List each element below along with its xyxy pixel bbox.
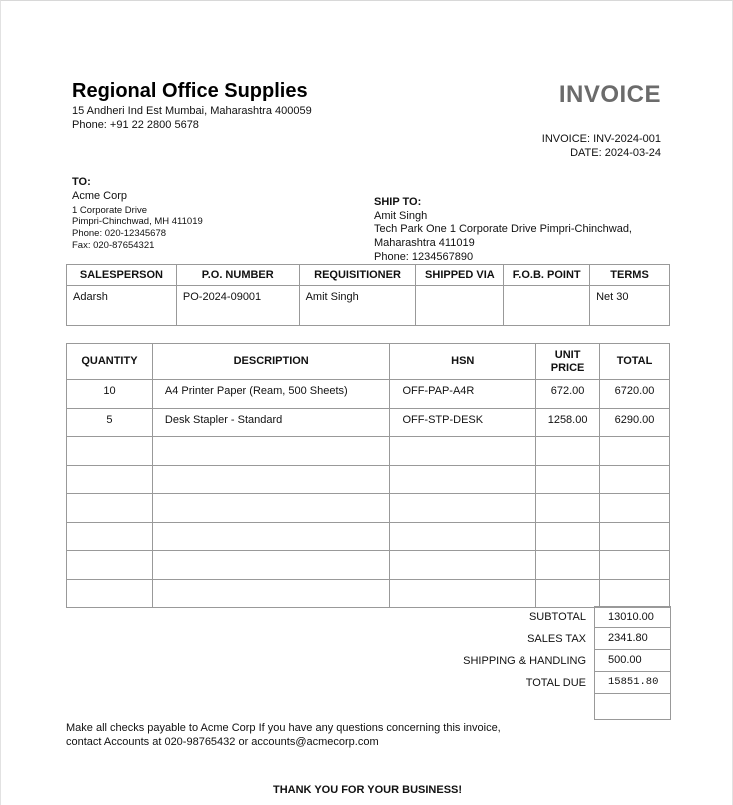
invoice-number: INVOICE: INV-2024-001 — [541, 133, 661, 145]
sales-tax-value: 2341.80 — [594, 628, 671, 650]
bill-to-phone: Phone: 020-12345678 — [72, 228, 167, 239]
terms-header: TERMS — [590, 265, 670, 286]
item-quantity: 10 — [67, 380, 153, 409]
payment-note-line1: Make all checks payable to Acme Corp If you have any questions concerning this invoice, — [66, 722, 501, 734]
shipped-via-header: SHIPPED VIA — [416, 265, 504, 286]
company-name: Regional Office Supplies — [72, 80, 308, 102]
empty-table-row — [67, 465, 670, 494]
payment-note — [66, 721, 586, 749]
table-row — [67, 408, 670, 437]
shipped-via-value — [416, 286, 504, 326]
bill-to-address1: 1 Corporate Drive — [72, 205, 147, 216]
empty-table-row — [67, 579, 670, 608]
bill-to-label: TO: — [72, 176, 91, 188]
unit-price-header-line1: UNIT — [554, 348, 581, 361]
unit-price-header — [536, 344, 600, 380]
item-total: 6720.00 — [600, 380, 670, 409]
thank-you-message: THANK YOU FOR YOUR BUSINESS! — [272, 784, 463, 796]
invoice-date: DATE: 2024-03-24 — [570, 147, 661, 159]
item-unit-price: 672.00 — [536, 380, 600, 409]
empty-table-row — [67, 437, 670, 466]
item-total: 6290.00 — [600, 408, 670, 437]
item-hsn: OFF-STP-DESK — [390, 408, 536, 437]
requisitioner-value: Amit Singh — [299, 286, 416, 326]
order-info-table — [66, 264, 670, 326]
shipping-value: 500.00 — [594, 650, 671, 672]
quantity-header: QUANTITY — [67, 344, 153, 380]
bill-to-fax: Fax: 020-87654321 — [72, 240, 155, 251]
ship-to-phone: Phone: 1234567890 — [374, 251, 474, 263]
sales-tax-label: SALES TAX — [527, 633, 586, 645]
order-info-header-row — [67, 265, 670, 286]
item-quantity: 5 — [67, 408, 153, 437]
total-due-value: 15851.80 — [594, 672, 671, 694]
shipping-label: SHIPPING & HANDLING — [463, 655, 586, 667]
salesperson-header: SALESPERSON — [67, 265, 177, 286]
fob-point-header: F.O.B. POINT — [504, 265, 590, 286]
empty-table-row — [67, 522, 670, 551]
ship-to-label: SHIP TO: — [374, 196, 422, 208]
unit-price-header-line2: PRICE — [550, 361, 585, 374]
bill-to-name: Acme Corp — [72, 190, 128, 202]
subtotal-value: 13010.00 — [594, 606, 671, 628]
totals-empty-box — [594, 694, 671, 720]
line-items-table — [66, 343, 670, 608]
company-address: 15 Andheri Ind Est Mumbai, Maharashtra 400059 — [72, 105, 312, 117]
ship-to-address2: Maharashtra 411019 — [374, 237, 475, 249]
requisitioner-header: REQUISITIONER — [299, 265, 416, 286]
empty-table-row — [67, 551, 670, 580]
empty-table-row — [67, 494, 670, 523]
terms-value: Net 30 — [590, 286, 670, 326]
salesperson-value: Adarsh — [67, 286, 177, 326]
item-description: Desk Stapler - Standard — [152, 408, 390, 437]
po-number-header: P.O. NUMBER — [176, 265, 299, 286]
line-items-header-row — [67, 344, 670, 380]
item-hsn: OFF-PAP-A4R — [390, 380, 536, 409]
table-row — [67, 380, 670, 409]
ship-to-name: Amit Singh — [374, 210, 428, 222]
order-info-value-row — [67, 286, 670, 326]
hsn-header: HSN — [390, 344, 536, 380]
fob-point-value — [504, 286, 590, 326]
invoice-title: INVOICE — [558, 81, 661, 108]
item-unit-price: 1258.00 — [536, 408, 600, 437]
total-due-label: TOTAL DUE — [525, 677, 586, 689]
bill-to-address2: Pimpri-Chinchwad, MH 411019 — [72, 216, 203, 227]
subtotal-label: SUBTOTAL — [528, 611, 586, 623]
item-description: A4 Printer Paper (Ream, 500 Sheets) — [152, 380, 390, 409]
po-number-value: PO-2024-09001 — [176, 286, 299, 326]
total-header: TOTAL — [600, 344, 670, 380]
ship-to-address1: Tech Park One 1 Corporate Drive Pimpri-Chinchwad, — [374, 223, 632, 235]
company-phone: Phone: +91 22 2800 5678 — [72, 119, 199, 131]
description-header: DESCRIPTION — [152, 344, 390, 380]
payment-note-line2: contact Accounts at 020-98765432 or accounts@acmecorp.com — [66, 736, 379, 748]
